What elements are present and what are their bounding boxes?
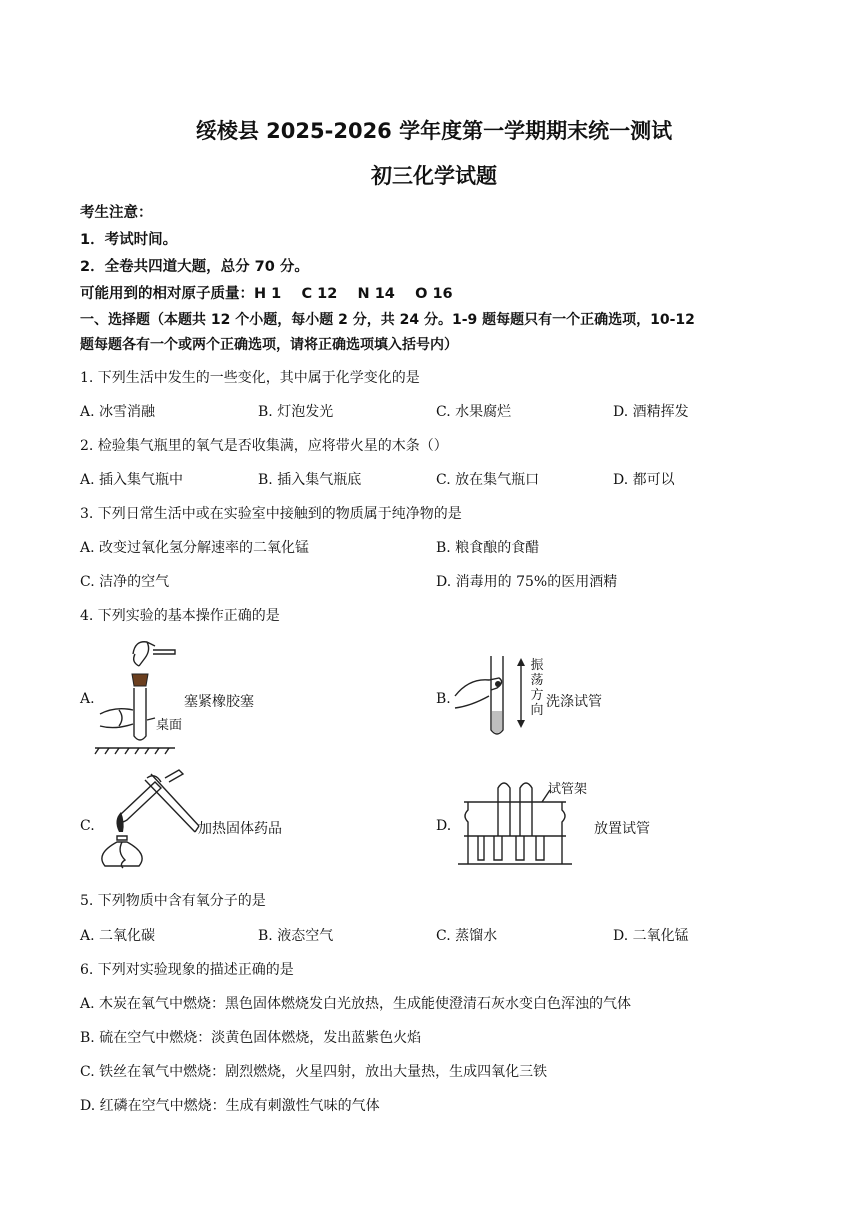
figure-a-caption: 塞紧橡胶塞 <box>184 694 254 710</box>
section-heading-line1: 一、选择题（本题共 12 个小题，每小题 2 分，共 24 分。1-9 题每题只有一个正确选项，10-12 <box>80 312 695 328</box>
shake-char-1: 振 <box>530 658 544 673</box>
exam-subtitle: 初三化学试题 <box>371 164 497 188</box>
exam-title: 绥棱县 2025-2026 学年度第一学期期末统一测试 <box>195 119 673 143</box>
notice-item-1: 1．考试时间。 <box>80 232 178 248</box>
shake-char-3: 方 <box>530 688 544 703</box>
notice-heading: 考生注意： <box>80 205 153 221</box>
question-3-option-c: C. 洁净的空气 <box>80 574 170 590</box>
figure-b-shake-direction-label <box>529 658 545 718</box>
question-6-option-b: B. 硫在空气中燃烧：淡黄色固体燃烧，发出蓝紫色火焰 <box>80 1030 422 1046</box>
question-2-option-c: C. 放在集气瓶口 <box>436 472 540 488</box>
figure-c-caption: 加热固体药品 <box>198 821 282 837</box>
question-4-option-b: B. <box>436 691 451 707</box>
question-1-option-a: A. 冰雪消融 <box>80 404 156 420</box>
question-6-option-a: A. 木炭在氧气中燃烧：黑色固体燃烧发白光放热，生成能使澄清石灰水变白色浑浊的气体 <box>80 996 632 1012</box>
figure-d-caption: 放置试管 <box>594 821 650 837</box>
question-4-stem: 4. 下列实验的基本操作正确的是 <box>80 608 280 624</box>
question-6-option-c: C. 铁丝在氧气中燃烧：剧烈燃烧，火星四射，放出大量热，生成四氧化三铁 <box>80 1064 548 1080</box>
shake-char-4: 向 <box>530 703 544 718</box>
question-4-option-a: A. <box>80 691 95 707</box>
figure-c-heating-illustration <box>95 770 205 880</box>
question-5-option-c: C. 蒸馏水 <box>436 928 498 944</box>
question-5-stem: 5. 下列物质中含有氧分子的是 <box>80 893 266 909</box>
figure-a-table-label: 桌面 <box>156 718 183 733</box>
figure-b-washing-illustration <box>455 656 525 742</box>
notice-item-2: 2．全卷共四道大题，总分 70 分。 <box>80 259 309 275</box>
question-2-option-d: D. 都可以 <box>613 472 675 488</box>
question-1-option-c: C. 水果腐烂 <box>436 404 512 420</box>
question-2-stem: 2. 检验集气瓶里的氧气是否收集满，应将带火星的木条（） <box>80 438 448 454</box>
question-6-option-d: D. 红磷在空气中燃烧：生成有刺激性气味的气体 <box>80 1098 380 1114</box>
question-3-option-d: D. 消毒用的 75%的医用酒精 <box>436 574 618 590</box>
question-5-option-d: D. 二氧化锰 <box>613 928 689 944</box>
question-2-option-b: B. 插入集气瓶底 <box>258 472 362 488</box>
question-3-stem: 3. 下列日常生活中或在实验室中接触到的物质属于纯净物的是 <box>80 506 462 522</box>
atomic-mass-line: 可能用到的相对原子质量：H 1 C 12 N 14 O 16 <box>80 286 453 302</box>
question-2-option-a: A. 插入集气瓶中 <box>80 472 184 488</box>
question-1-option-b: B. 灯泡发光 <box>258 404 334 420</box>
figure-b-caption: 洗涤试管 <box>546 694 602 710</box>
question-3-option-a: A. 改变过氧化氢分解速率的二氧化锰 <box>80 540 310 556</box>
section-heading-line2: 题每题各有一个或两个正确选项，请将正确选项填入括号内） <box>80 337 458 353</box>
question-4-option-d: D. <box>436 818 452 834</box>
shake-char-2: 荡 <box>530 673 544 688</box>
question-3-option-b: B. 粮食酿的食醋 <box>436 540 540 556</box>
question-6-stem: 6. 下列对实验现象的描述正确的是 <box>80 962 294 978</box>
question-1-stem: 1. 下列生活中发生的一些变化，其中属于化学变化的是 <box>80 370 420 386</box>
figure-a-stopper-illustration <box>95 636 183 761</box>
question-5-option-b: B. 液态空气 <box>258 928 334 944</box>
question-1-option-d: D. 酒精挥发 <box>613 404 689 420</box>
figure-d-rack-label: 试管架 <box>548 782 588 797</box>
question-5-option-a: A. 二氧化碳 <box>80 928 156 944</box>
question-4-option-c: C. <box>80 818 95 834</box>
